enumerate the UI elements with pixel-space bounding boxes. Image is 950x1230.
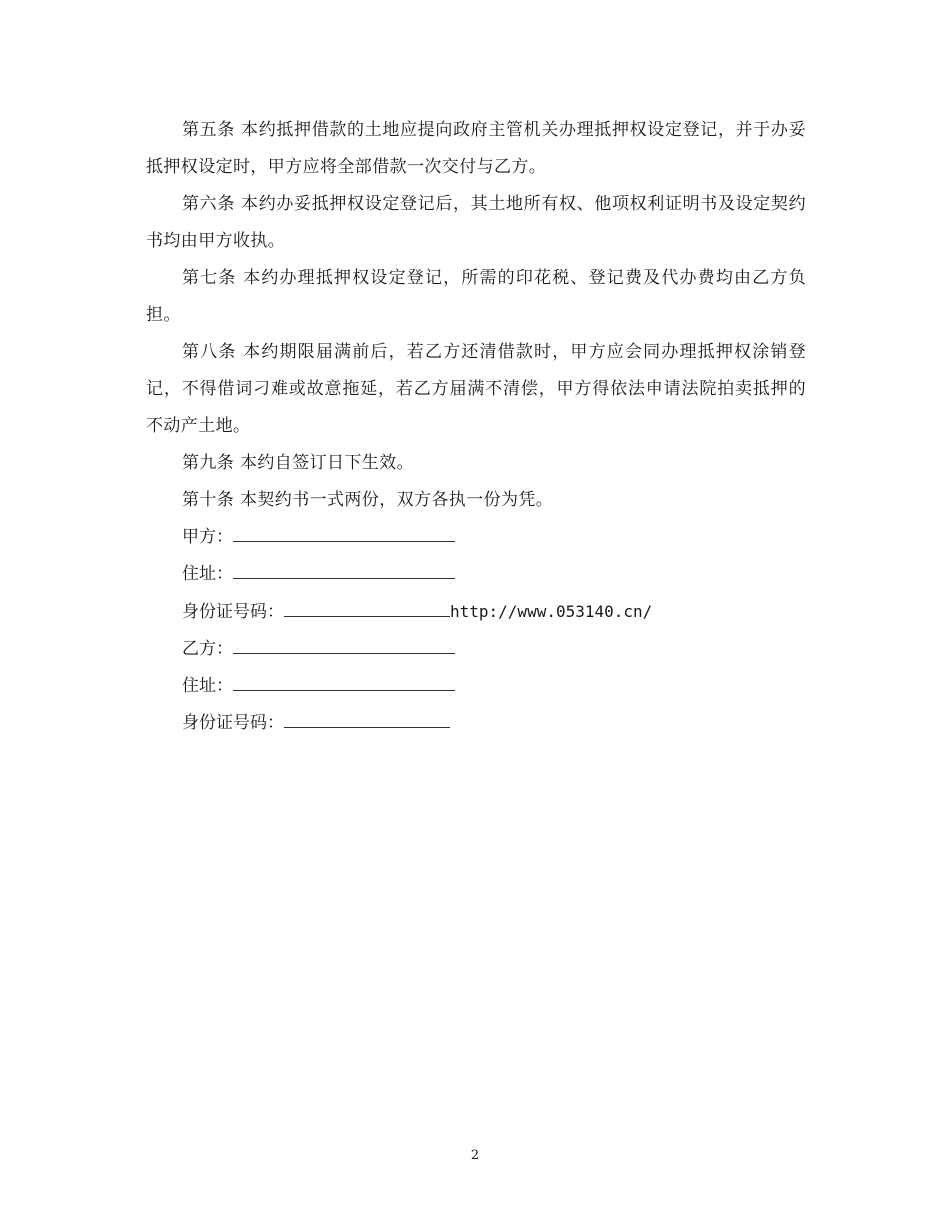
clause-7: 第七条 本约办理抵押权设定登记，所需的印花税、登记费及代办费均由乙方负担。 [146, 268, 806, 325]
party-b-id-blank[interactable] [284, 711, 450, 728]
party-a-address-blank[interactable] [233, 562, 455, 579]
party-b-address-label: 住址： [182, 676, 233, 696]
party-a-address-line [146, 556, 806, 593]
signature-block [146, 519, 806, 742]
watermark-url: http://www.053140.cn/ [450, 602, 653, 621]
party-a-label: 甲方： [182, 527, 233, 547]
clause-9: 第九条 本约自签订日下生效。 [182, 453, 415, 473]
clause-8: 第八条 本约期限届满前后，若乙方还清借款时，甲方应会同办理抵押权涂销登记，不得借词刁难或故意拖延，若乙方届满不清偿，甲方得依法申请法院拍卖抵押的不动产土地。 [146, 342, 806, 436]
party-b-id-label: 身份证号码： [182, 713, 284, 733]
party-a-id-label: 身份证号码： [182, 602, 284, 622]
clause-6: 第六条 本约办妥抵押权设定登记后，其土地所有权、他项权利证明书及设定契约书均由甲方收执。 [146, 194, 806, 251]
party-b-line [146, 631, 806, 668]
contract-body [146, 112, 806, 742]
party-b-address-line [146, 668, 806, 705]
party-b-blank[interactable] [233, 637, 455, 654]
party-a-id-line [146, 593, 806, 631]
party-b-id-line [146, 705, 806, 742]
party-b-address-blank[interactable] [233, 674, 455, 691]
party-a-id-blank[interactable] [284, 600, 450, 617]
party-a-blank[interactable] [233, 525, 455, 542]
page-number: 2 [470, 1148, 480, 1163]
clause-10: 第十条 本契约书一式两份，双方各执一份为凭。 [182, 490, 554, 510]
party-b-label: 乙方： [182, 639, 233, 659]
party-a-address-label: 住址： [182, 564, 233, 584]
party-a-line [146, 519, 806, 556]
clause-5: 第五条 本约抵押借款的土地应提向政府主管机关办理抵押权设定登记，并于办妥抵押权设定时，甲方应将全部借款一次交付与乙方。 [146, 120, 806, 177]
